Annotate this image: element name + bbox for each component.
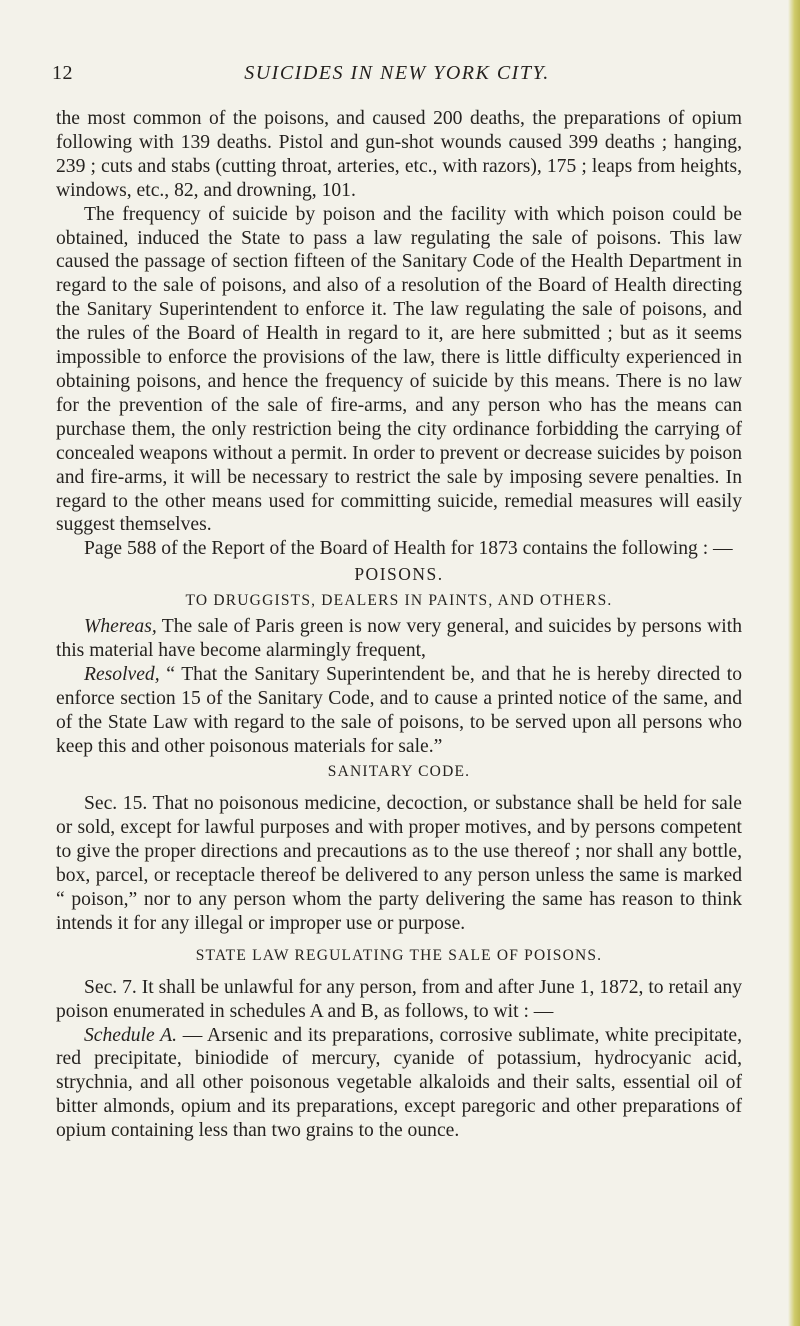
schedule-a-text: — Arsenic and its preparations, corrosive sublimate, white precipitate, red precipitate, biniodide of mercury, cyanide of potassium, hydrocyanic acid, strychnia, and all other poisonous vegetable alkaloids and their salts, essential oil of bitter almonds, opium and its preparations, except paregoric and other preparations of opium containing less than two grains to the ounce.	[56, 1024, 743, 1142]
resolved-text: “ That the Sanitary Superintendent be, and that he is hereby directed to enforce section 15 of the Sanitary Code, and to cause a printed notice of the same, and of the State Law with regard to the sale of poisons, to be served upon all persons who keep this and other poisonous materials for sale.”	[56, 663, 742, 757]
whereas-label: Whereas,	[84, 616, 157, 638]
state-law-heading: STATE LAW REGULATING THE SALE OF POISONS.	[195, 946, 603, 964]
resolved-clause	[56, 663, 742, 759]
paragraph-poison-law: The frequency of suicide by poison and the facility with which poison could be obtained, induced the State to pass a law regulating the sale of poisons. This law caused the passage of section fifteen of the Sanitary Code of the Health Department in regard to the sale of poisons, and also of a resolution of the Board of Health directing the Sanitary Superintendent to enforce it. The law regulating the sale of poisons, and the rules of the Board of Health in regard to it, are here submitted ; but as it seems impossible to enforce the provisions of the law, there is little difficulty experienced in obtaining poisons, and hence the frequency of suicide by this means. There is no law for the prevention of the sale of fire-arms, and any person who has the means can purchase them, the only restriction being the city ordinance forbidding the carrying of concealed weapons without a permit. In order to prevent or decrease suicides by poison and fire-arms, it will be necessary to restrict the sale by imposing severe penalties. In regard to the other means used for committing suicide, remedial measures will easily suggest themselves.	[56, 203, 742, 536]
poisons-heading: POISONS.	[354, 564, 444, 585]
paragraph-report-reference: Page 588 of the Report of the Board of Health for 1873 contains the following : —	[84, 538, 733, 560]
page-number: 12	[52, 62, 73, 84]
resolved-label: Resolved,	[84, 663, 160, 685]
page-edge	[788, 0, 800, 1326]
page-body	[56, 107, 742, 1143]
section-7-text: Sec. 7. It shall be unlawful for any person, from and after June 1, 1872, to retail any poison enumerated in schedules A and B, as follows, to wit : —	[56, 976, 742, 1022]
whereas-clause	[56, 615, 742, 663]
schedule-a-clause	[56, 1024, 742, 1144]
sanitary-code-heading: SANITARY CODE.	[327, 763, 471, 781]
section-15-text: Sec. 15. That no poisonous medicine, decoction, or substance shall be held for sale or sold, except for lawful purposes and with proper motives, and by persons competent to give the proper directions and precautions as to the use thereof ; nor shall any bottle, box, parcel, or receptacle thereof be delivered to any person unless the same is marked “ poison,” nor to any person whom the party delivering the same has reason to think intends it for any illegal or improper use or purpose.	[56, 793, 742, 934]
paragraph-statistics: the most common of the poisons, and caused 200 deaths, the preparations of opium following with 139 deaths. Pistol and gun-shot wounds caused 399 deaths ; hanging, 239 ; cuts and stabs (cutting throat, arteries, etc., with razors), 175 ; leaps from heights, windows, etc., 82, and drowning, 101.	[56, 108, 742, 201]
running-title: SUICIDES IN NEW YORK CITY.	[244, 62, 550, 84]
page-header	[52, 62, 752, 88]
schedule-a-label: Schedule A.	[84, 1024, 178, 1046]
poisons-subheading: TO DRUGGISTS, DEALERS IN PAINTS, AND OTHERS.	[185, 592, 613, 610]
whereas-text: The sale of Paris green is now very general, and suicides by persons with this material have become alarmingly frequent,	[56, 616, 742, 661]
